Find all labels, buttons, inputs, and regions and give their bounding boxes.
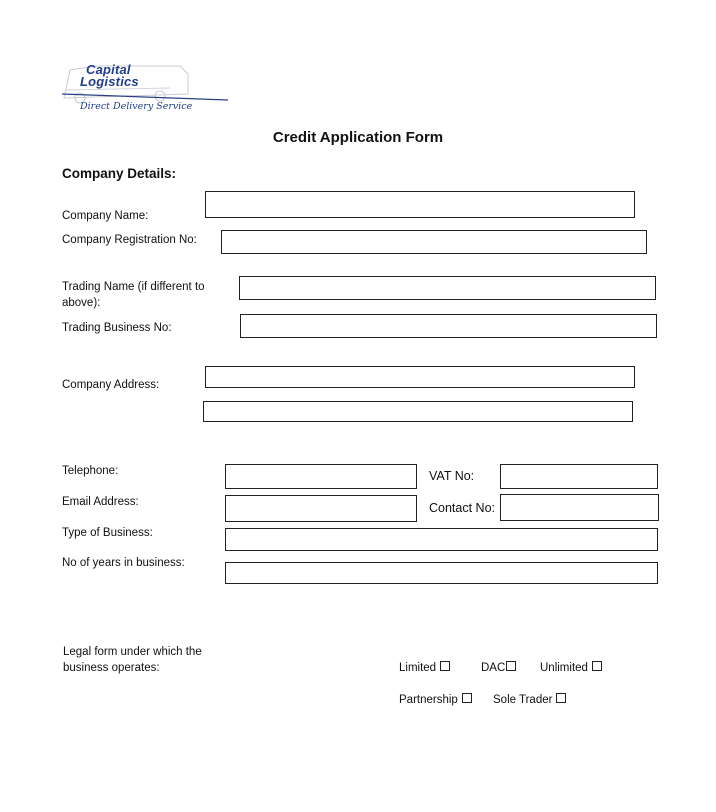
trading-name-label: Trading Name (if different to above): [62,281,205,309]
company-address-line2-field[interactable] [203,401,633,422]
option-partnership[interactable] [399,693,472,706]
logo-text-logistics: Logistics [80,74,139,89]
company-address-label: Company Address: [62,379,160,391]
email-label: Email Address: [62,496,139,508]
unlimited-checkbox[interactable] [592,661,602,671]
company-registration-field[interactable] [221,230,647,254]
sole-trader-checkbox[interactable] [556,693,566,703]
option-sole-trader[interactable] [493,693,566,706]
years-in-business-label: No of years in business: [62,557,185,569]
option-unlimited[interactable] [540,661,602,674]
telephone-label: Telephone: [62,465,119,477]
legal-form-label: Legal form under which the business operates: [63,646,202,674]
email-field[interactable] [225,495,417,522]
trading-name-field[interactable] [239,276,656,300]
logo-tagline: Direct Delivery Service [80,101,193,112]
company-name-label: Company Name: [62,210,149,222]
type-of-business-field[interactable] [225,528,658,551]
contact-label: Contact No: [429,501,496,515]
trading-business-no-label: Trading Business No: [62,322,172,334]
trading-business-no-field[interactable] [240,314,657,338]
option-limited-label: Limited [399,662,437,674]
company-registration-label: Company Registration No: [62,234,197,246]
option-unlimited-label: Unlimited [540,662,588,674]
vat-field[interactable] [500,464,658,489]
option-dac-label: DAC [481,662,506,674]
section-heading-company-details: Company Details: [62,166,177,181]
option-dac[interactable] [481,661,516,674]
dac-checkbox[interactable] [506,661,516,671]
company-name-field[interactable] [205,191,635,218]
vat-label: VAT No: [429,469,475,483]
option-partnership-label: Partnership [399,694,458,706]
option-limited[interactable] [399,661,450,674]
years-in-business-field[interactable] [225,562,658,584]
type-of-business-label: Type of Business: [62,527,153,539]
company-logo [60,58,230,116]
logo-text-capital: Capital [86,62,131,77]
telephone-field[interactable] [225,464,417,489]
limited-checkbox[interactable] [440,661,450,671]
option-sole-trader-label: Sole Trader [493,694,553,706]
company-address-line1-field[interactable] [205,366,635,388]
form-title: Credit Application Form [272,129,444,146]
partnership-checkbox[interactable] [462,693,472,703]
contact-field[interactable] [500,494,659,521]
